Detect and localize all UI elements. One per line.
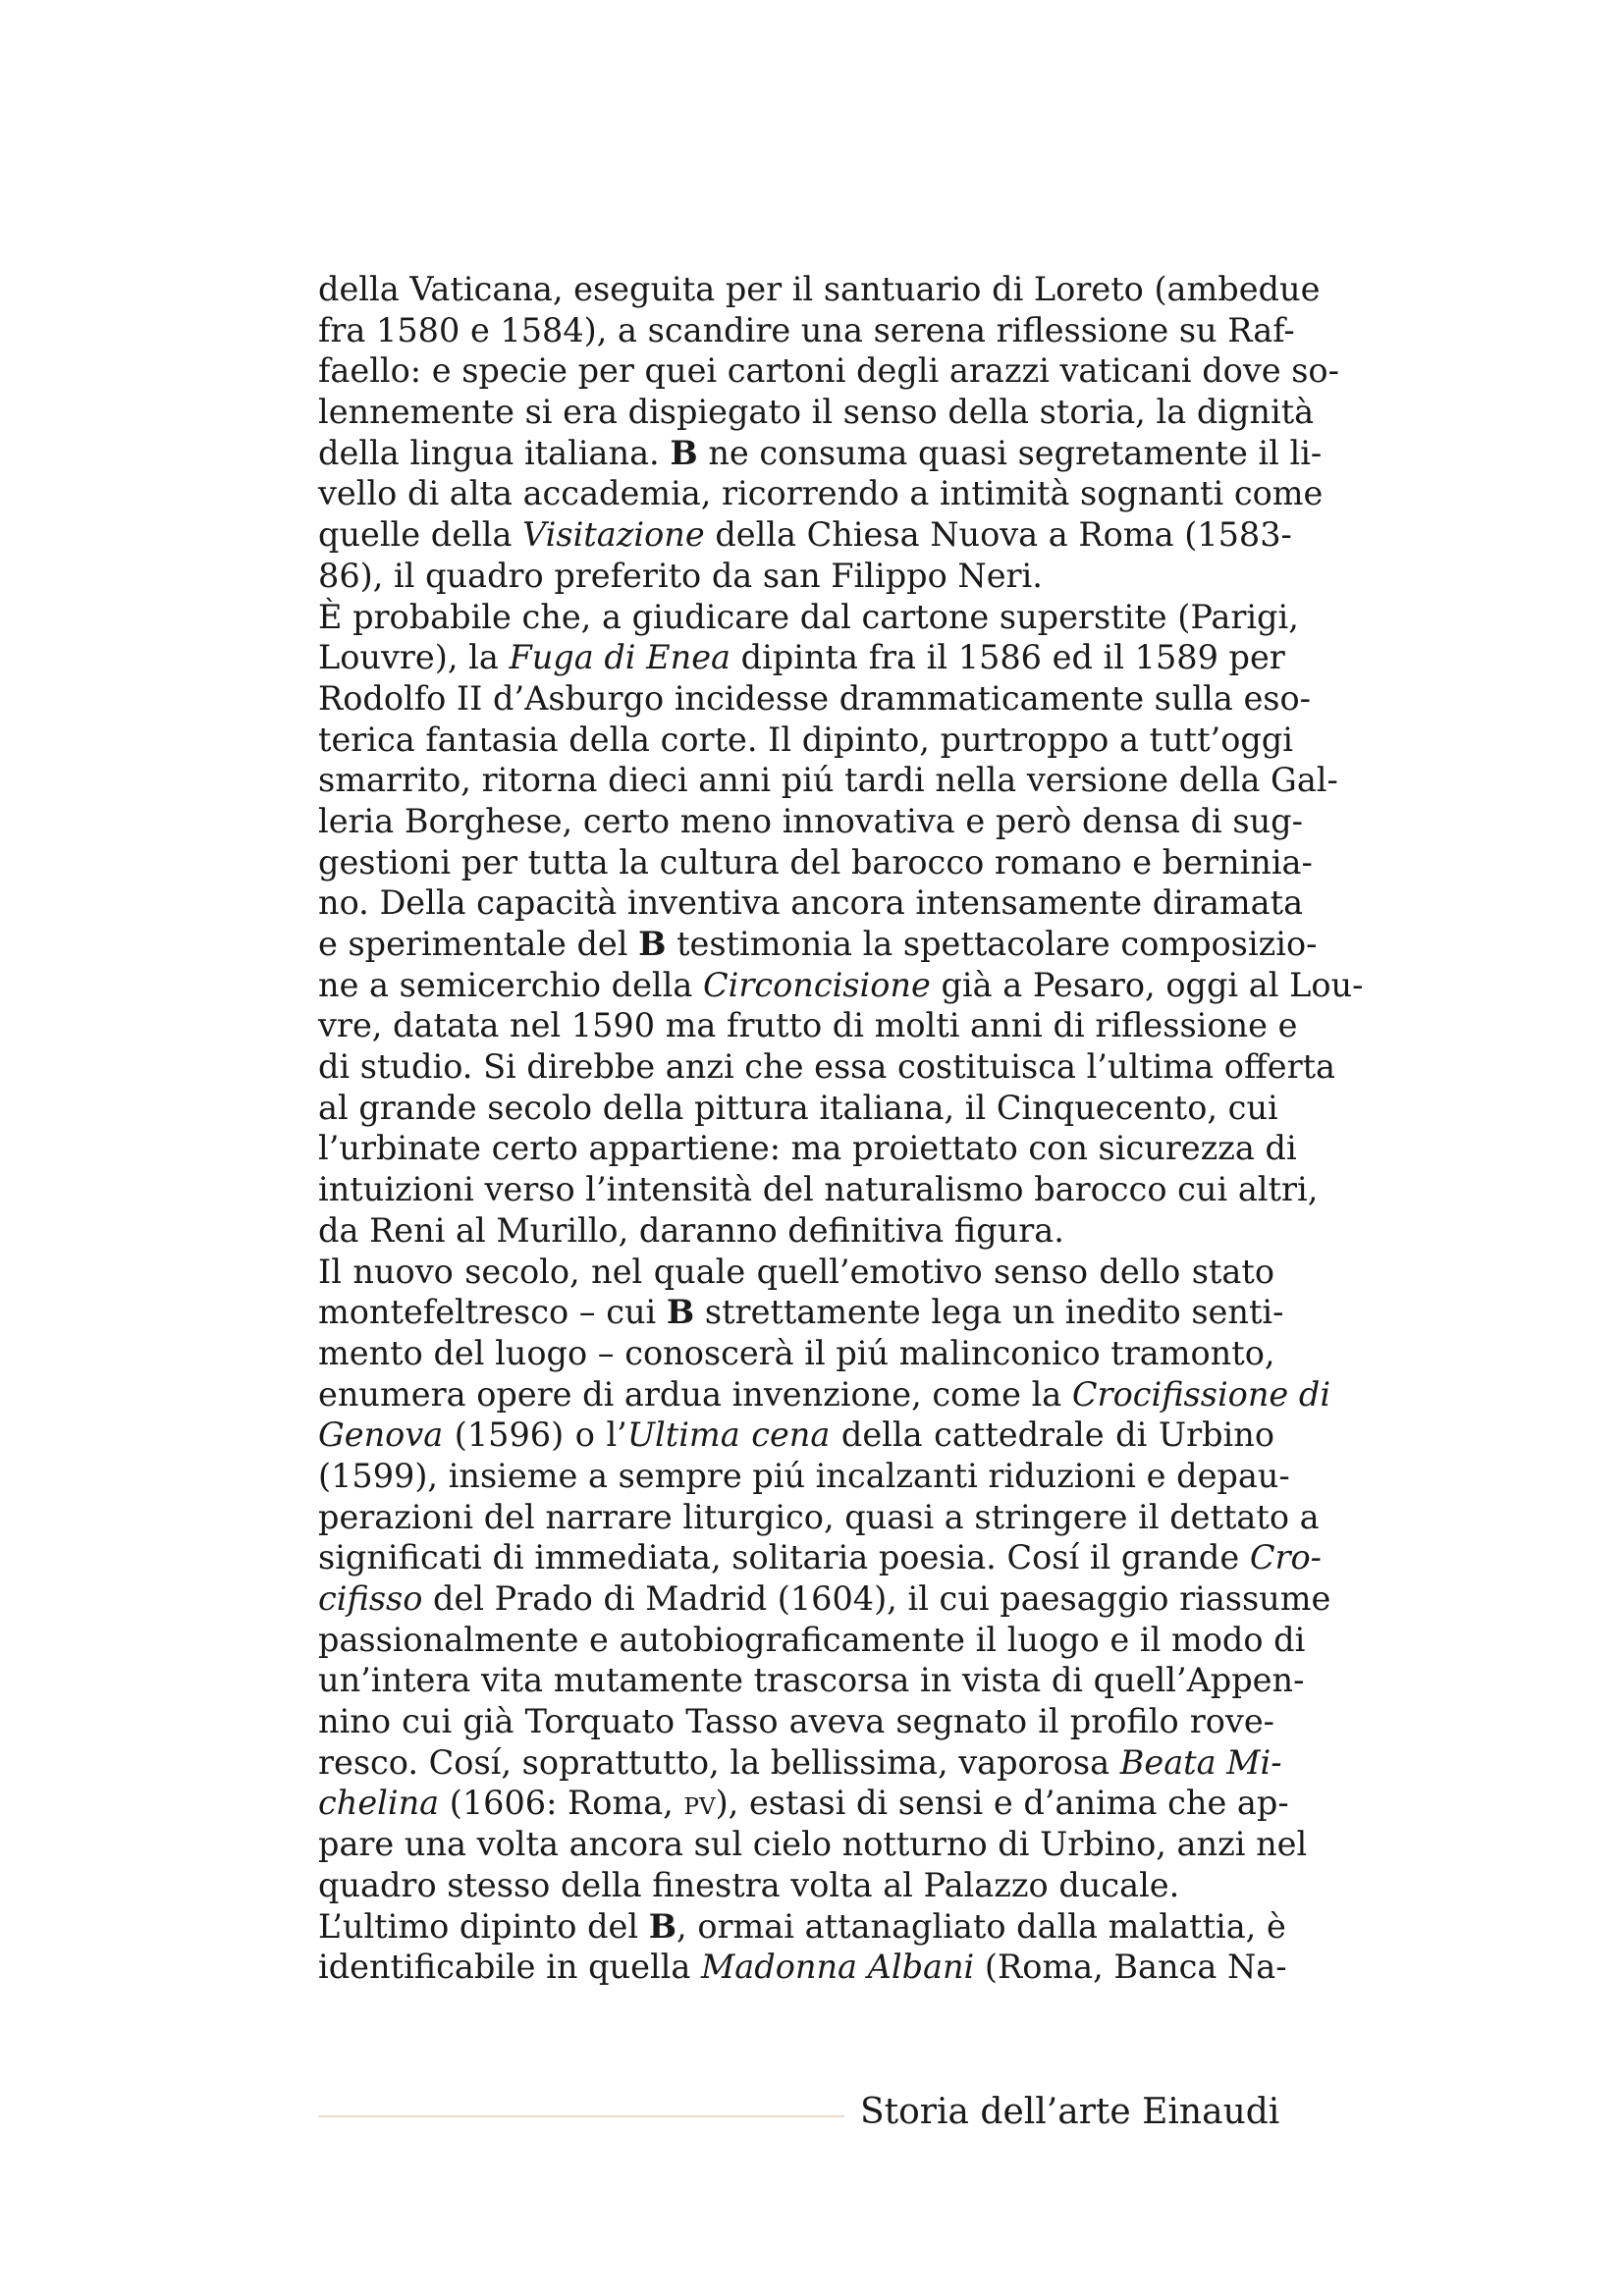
- text-line: [318, 1824, 1308, 1865]
- text-segment: l’urbinate certo appartiene: ma proiettato con sicurezza di: [318, 1129, 1297, 1168]
- text-segment: nino cui già Torquato Tasso aveva segnato il profilo rove-: [318, 1702, 1274, 1741]
- text-segment: vre, datata nel 1590 ma frutto di molti anni di riflessione e: [318, 1006, 1298, 1045]
- text-segment: identificabile in quella: [318, 1948, 701, 1987]
- text-segment: pare una volta ancora sul cielo notturno di Urbino, anzi nel: [318, 1825, 1308, 1864]
- text-line: [318, 350, 1339, 392]
- text-segment: B: [648, 1906, 677, 1946]
- text-segment: Beata Mi-: [1119, 1742, 1282, 1782]
- text-line: [318, 1906, 1286, 1948]
- text-segment: già a Pesaro, oggi al Lou-: [930, 965, 1364, 1004]
- text-segment: significati di immediata, solitaria poesia. Cosí il grande: [318, 1538, 1250, 1577]
- text-segment: Circoncisione: [702, 965, 931, 1004]
- text-line: [318, 473, 1324, 514]
- text-segment: fra 1580 e 1584), a scandire una serena riflessione su Raf-: [318, 310, 1295, 349]
- text-line: [318, 1415, 1274, 1456]
- text-segment: dipinta fra il 1586 ed il 1589 per: [730, 638, 1285, 677]
- text-segment: del Prado di Madrid (1604), il cui paesaggio riassume: [422, 1579, 1331, 1618]
- text-line: [318, 1292, 1284, 1333]
- text-segment: chelina: [318, 1784, 440, 1823]
- text-line: [318, 1537, 1322, 1578]
- text-segment: B: [638, 925, 667, 963]
- text-line: [318, 1046, 1336, 1088]
- text-segment: gestioni per tutta la cultura del barocco romano e berninia-: [318, 842, 1313, 881]
- text-line: [318, 269, 1321, 310]
- text-segment: strettamente lega un inedito senti-: [694, 1293, 1284, 1332]
- text-segment: della Vaticana, eseguita per il santuario di Loreto (ambedue: [318, 270, 1321, 308]
- text-line: [318, 1128, 1297, 1169]
- text-line: [318, 556, 1274, 597]
- text-line: [318, 1947, 1287, 1988]
- text-segment: da Reni al Murillo, daranno definitiva figura.: [318, 1210, 1064, 1250]
- text-line: [318, 1374, 1331, 1415]
- text-segment: , ormai attanagliato dalla malattia, è: [676, 1906, 1286, 1946]
- text-segment: ne a semicerchio della: [318, 965, 703, 1004]
- text-segment: della Chiesa Nuova a Roma (1583-: [704, 515, 1292, 555]
- text-segment: smarrito, ritorna dieci anni piú tardi nella versione della Gal-: [318, 761, 1338, 800]
- text-line: [318, 1742, 1282, 1784]
- text-segment: faello: e specie per quei cartoni degli arazzi vaticani dove so-: [318, 351, 1339, 391]
- text-segment: della cattedrale di Urbino: [830, 1415, 1274, 1455]
- text-segment: Fuga di Enea: [509, 638, 730, 677]
- text-line: [318, 1333, 1274, 1374]
- text-segment: (1606: Roma,: [439, 1784, 684, 1823]
- text-segment: Ultima cena: [626, 1415, 831, 1455]
- text-line: [318, 1005, 1298, 1046]
- text-line: [318, 310, 1295, 351]
- text-segment: pv: [683, 1784, 716, 1823]
- text-line: [318, 597, 1299, 638]
- text-segment: e sperimentale del: [318, 925, 639, 963]
- text-segment: di studio. Si direbbe anzi che essa costituisca l’ultima offerta: [318, 1047, 1336, 1087]
- text-segment: quelle della: [318, 515, 523, 555]
- text-line: [318, 1783, 1289, 1824]
- text-segment: montefeltresco – cui: [318, 1293, 667, 1332]
- text-line: [318, 514, 1292, 556]
- text-line: [318, 1701, 1274, 1742]
- text-line: [318, 678, 1311, 720]
- text-segment: Rodolfo II d’Asburgo incidesse drammaticamente sulla eso-: [318, 678, 1311, 718]
- text-line: [318, 1456, 1290, 1497]
- text-segment: (Roma, Banca Na-: [974, 1948, 1287, 1987]
- text-line: [318, 1088, 1278, 1129]
- text-line: [318, 1169, 1319, 1210]
- text-segment: Visitazione: [522, 515, 705, 555]
- text-line: [318, 760, 1338, 801]
- body-text: [318, 269, 1364, 1988]
- text-segment: enumera opere di ardua invenzione, come la: [318, 1374, 1072, 1414]
- text-line: [318, 842, 1313, 883]
- text-segment: vello di alta accademia, ricorrendo a intimità sognanti come: [318, 474, 1324, 513]
- text-segment: Madonna Albani: [701, 1948, 975, 1987]
- text-segment: Cro-: [1249, 1538, 1322, 1577]
- text-segment: lennemente si era dispiegato il senso della storia, la dignità: [318, 393, 1315, 432]
- text-segment: cifisso: [318, 1579, 423, 1618]
- text-line: [318, 1578, 1331, 1620]
- text-segment: L’ultimo dipinto del: [318, 1906, 649, 1946]
- text-segment: ), estasi di sensi e d’anima che ap-: [715, 1784, 1289, 1823]
- text-segment: della lingua italiana.: [318, 433, 671, 472]
- text-segment: (1596) o l’: [443, 1415, 627, 1455]
- text-segment: testimonia la spettacolare composizio-: [666, 925, 1318, 963]
- text-line: [318, 1252, 1274, 1293]
- text-line: [318, 637, 1285, 678]
- text-segment: al grande secolo della pittura italiana, il Cinquecento, cui: [318, 1088, 1278, 1127]
- text-segment: no. Della capacità inventiva ancora intensamente diramata: [318, 883, 1304, 923]
- text-segment: Il nuovo secolo, nel quale quell’emotivo senso dello stato: [318, 1252, 1274, 1291]
- text-line: [318, 1865, 1274, 1906]
- text-segment: resco. Cosí, soprattutto, la bellissima, vaporosa: [318, 1742, 1120, 1782]
- text-segment: mento del luogo – conoscerà il piú malinconico tramonto,: [318, 1333, 1275, 1372]
- text-segment: Genova: [318, 1415, 444, 1455]
- text-line: [318, 882, 1304, 924]
- text-line: [318, 1660, 1305, 1701]
- text-line: [318, 965, 1364, 1006]
- text-segment: quadro stesso della finestra volta al Palazzo ducale.: [318, 1865, 1180, 1904]
- text-segment: 86), il quadro preferito da san Filippo Neri.: [318, 556, 1043, 595]
- text-segment: passionalmente e autobiograficamente il luogo e il modo di: [318, 1620, 1306, 1659]
- text-segment: un’intera vita mutamente trascorsa in vista di quell’Appen-: [318, 1661, 1305, 1700]
- text-line: [318, 392, 1315, 433]
- text-segment: intuizioni verso l’intensità del naturalismo barocco cui altri,: [318, 1170, 1319, 1209]
- text-line: [318, 433, 1323, 474]
- text-segment: B: [670, 433, 698, 472]
- text-segment: perazioni del narrare liturgico, quasi a stringere il dettato a: [318, 1497, 1320, 1536]
- text-line: [318, 1620, 1306, 1661]
- text-segment: ne consuma quasi segretamente il li-: [697, 433, 1323, 472]
- text-segment: B: [666, 1293, 695, 1332]
- text-line: [318, 801, 1303, 842]
- footer-title: Storia dell’arte Einaudi: [860, 2092, 1280, 2132]
- footer-rule: [318, 2115, 844, 2117]
- text-segment: leria Borghese, certo meno innovativa e però densa di sug-: [318, 801, 1303, 840]
- text-line: [318, 720, 1293, 761]
- text-line: [318, 924, 1318, 965]
- text-segment: Louvre), la: [318, 638, 510, 677]
- text-segment: Crocifissione di: [1071, 1374, 1331, 1414]
- text-line: [318, 1210, 1274, 1252]
- text-segment: (1599), insieme a sempre piú incalzanti riduzioni e depau-: [318, 1456, 1290, 1495]
- text-line: [318, 1497, 1320, 1538]
- text-segment: terica fantasia della corte. Il dipinto, purtroppo a tutt’oggi: [318, 720, 1293, 759]
- text-segment: È probabile che, a giudicare dal cartone superstite (Parigi,: [318, 597, 1299, 636]
